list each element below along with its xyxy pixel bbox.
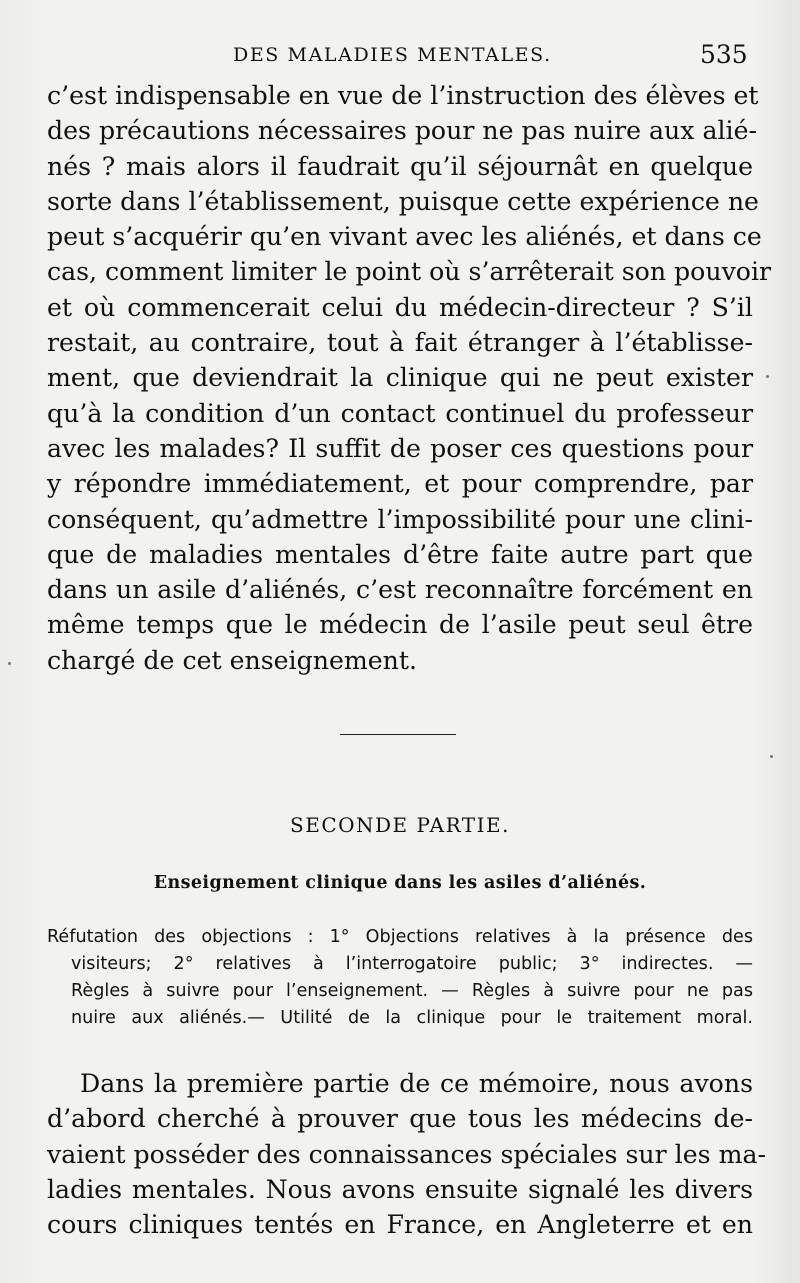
text-line: cas, comment limiter le point où s’arrêterait son pouvoir xyxy=(47,257,772,287)
text-line: nés ? mais alors il faudrait qu’il séjournât en quelque xyxy=(47,151,753,181)
text-line: qu’à la condition d’un contact continuel du professeur xyxy=(47,398,753,428)
body-text xyxy=(47,78,772,678)
text-line: peut s’acquérir qu’en vivant avec les aliénés, et dans ce xyxy=(47,222,762,252)
text-line: que de maladies mentales d’être faite autre part que xyxy=(47,539,753,569)
summary-line: visiteurs; 2° relatives à l’interrogatoire public; 3° indirectes. — xyxy=(71,954,753,974)
body-text-second xyxy=(47,1066,766,1242)
running-head: DES MALADIES MENTALES. xyxy=(233,44,552,66)
summary-line: Règles à suivre pour l’enseignement. — Règles à suivre pour ne pas xyxy=(71,981,753,1001)
text-line: et où commencerait celui du médecin-directeur ? S’il xyxy=(47,292,753,322)
page-header xyxy=(0,40,800,76)
print-speck xyxy=(8,662,11,665)
summary-line: Réfutation des objections : 1° Objections relatives à la présence des xyxy=(47,927,753,947)
print-speck xyxy=(770,755,773,758)
text-line: avec les malades? Il suffit de poser ces questions pour xyxy=(47,433,753,463)
text-line: dans un asile d’aliénés, c’est reconnaître forcément en xyxy=(47,575,753,605)
text-line: cours cliniques tentés en France, en Angleterre et en xyxy=(47,1210,753,1240)
chapter-title: Enseignement clinique dans les asiles d’aliénés. xyxy=(153,873,647,893)
summary-line: nuire aux aliénés.— Utilité de la clinique pour le traitement moral. xyxy=(71,1008,753,1028)
text-line: conséquent, qu’admettre l’impossibilité pour une clini- xyxy=(47,504,753,534)
text-line: Dans la première partie de ce mémoire, nous avons xyxy=(80,1069,753,1098)
text-line: restait, au contraire, tout à fait étranger à l’établisse- xyxy=(47,328,753,358)
text-line: c’est indispensable en vue de l’instruction des élèves et xyxy=(47,81,759,110)
section-divider xyxy=(340,734,456,735)
text-line: y répondre immédiatement, et pour comprendre, par xyxy=(47,469,753,499)
page-number: 535 xyxy=(700,40,748,69)
text-line: d’abord cherché à prouver que tous les médecins de- xyxy=(47,1104,753,1134)
text-line: chargé de cet enseignement. xyxy=(47,645,418,675)
print-speck xyxy=(766,375,769,378)
chapter-summary xyxy=(47,924,753,1032)
text-line: même temps que le médecin de l’asile peut seul être xyxy=(47,610,753,640)
text-line: sorte dans l’établissement, puisque cette expérience ne xyxy=(47,186,759,216)
text-line: des précautions nécessaires pour ne pas nuire aux alié- xyxy=(47,116,758,146)
part-title: SECONDE PARTIE. xyxy=(290,813,510,837)
text-line: ment, que deviendrait la clinique qui ne peut exister xyxy=(47,363,753,393)
text-line: vaient posséder des connaissances spéciales sur les ma- xyxy=(47,1139,766,1169)
text-line: ladies mentales. Nous avons ensuite signalé les divers xyxy=(47,1174,753,1204)
